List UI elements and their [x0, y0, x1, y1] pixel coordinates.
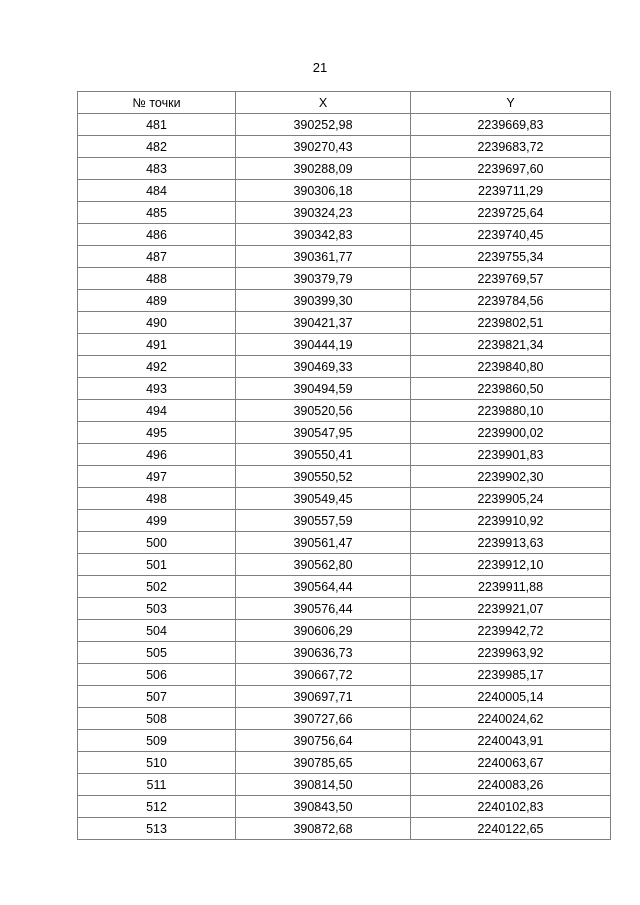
- table-header-row: [78, 92, 611, 114]
- cell-point-number: 497: [78, 466, 236, 488]
- cell-x: 390306,18: [236, 180, 411, 202]
- table-row: [78, 290, 611, 312]
- cell-point-number: 484: [78, 180, 236, 202]
- header-point-number: № точки: [78, 92, 236, 114]
- table-row: [78, 510, 611, 532]
- cell-point-number: 485: [78, 202, 236, 224]
- cell-x: 390606,29: [236, 620, 411, 642]
- cell-x: 390494,59: [236, 378, 411, 400]
- cell-y: 2239683,72: [411, 136, 611, 158]
- cell-point-number: 482: [78, 136, 236, 158]
- cell-y: 2239840,80: [411, 356, 611, 378]
- table-body: [78, 114, 611, 840]
- table-row: [78, 202, 611, 224]
- table-row: [78, 818, 611, 840]
- cell-point-number: 492: [78, 356, 236, 378]
- cell-point-number: 507: [78, 686, 236, 708]
- table-row: [78, 378, 611, 400]
- cell-y: 2239910,92: [411, 510, 611, 532]
- cell-y: 2239905,24: [411, 488, 611, 510]
- table-row: [78, 664, 611, 686]
- cell-y: 2240102,83: [411, 796, 611, 818]
- cell-y: 2240083,26: [411, 774, 611, 796]
- cell-point-number: 493: [78, 378, 236, 400]
- cell-point-number: 504: [78, 620, 236, 642]
- cell-y: 2239913,63: [411, 532, 611, 554]
- header-y: Y: [411, 92, 611, 114]
- table-row: [78, 114, 611, 136]
- cell-point-number: 486: [78, 224, 236, 246]
- cell-x: 390785,65: [236, 752, 411, 774]
- cell-x: 390756,64: [236, 730, 411, 752]
- cell-x: 390576,44: [236, 598, 411, 620]
- cell-x: 390288,09: [236, 158, 411, 180]
- table-row: [78, 466, 611, 488]
- table-row: [78, 730, 611, 752]
- table-row: [78, 576, 611, 598]
- cell-point-number: 496: [78, 444, 236, 466]
- table-row: [78, 444, 611, 466]
- cell-x: 390872,68: [236, 818, 411, 840]
- cell-point-number: 500: [78, 532, 236, 554]
- cell-y: 2239985,17: [411, 664, 611, 686]
- table-row: [78, 620, 611, 642]
- cell-point-number: 489: [78, 290, 236, 312]
- cell-point-number: 512: [78, 796, 236, 818]
- cell-point-number: 499: [78, 510, 236, 532]
- cell-x: 390270,43: [236, 136, 411, 158]
- cell-y: 2239697,60: [411, 158, 611, 180]
- table-row: [78, 136, 611, 158]
- table-row: [78, 796, 611, 818]
- cell-x: 390564,44: [236, 576, 411, 598]
- cell-y: 2239802,51: [411, 312, 611, 334]
- table-row: [78, 246, 611, 268]
- cell-x: 390342,83: [236, 224, 411, 246]
- cell-y: 2239725,64: [411, 202, 611, 224]
- cell-x: 390697,71: [236, 686, 411, 708]
- cell-y: 2239755,34: [411, 246, 611, 268]
- table-header: [78, 92, 611, 114]
- cell-x: 390444,19: [236, 334, 411, 356]
- table-row: [78, 268, 611, 290]
- table-row: [78, 488, 611, 510]
- cell-x: 390421,37: [236, 312, 411, 334]
- cell-y: 2240043,91: [411, 730, 611, 752]
- cell-point-number: 502: [78, 576, 236, 598]
- cell-x: 390549,45: [236, 488, 411, 510]
- cell-point-number: 494: [78, 400, 236, 422]
- cell-point-number: 481: [78, 114, 236, 136]
- cell-x: 390361,77: [236, 246, 411, 268]
- cell-x: 390379,79: [236, 268, 411, 290]
- table-row: [78, 642, 611, 664]
- cell-y: 2239669,83: [411, 114, 611, 136]
- cell-y: 2239740,45: [411, 224, 611, 246]
- cell-point-number: 510: [78, 752, 236, 774]
- cell-point-number: 490: [78, 312, 236, 334]
- table-row: [78, 422, 611, 444]
- cell-y: 2239921,07: [411, 598, 611, 620]
- cell-x: 390520,56: [236, 400, 411, 422]
- table-row: [78, 752, 611, 774]
- cell-point-number: 488: [78, 268, 236, 290]
- cell-x: 390324,23: [236, 202, 411, 224]
- table-row: [78, 774, 611, 796]
- cell-x: 390469,33: [236, 356, 411, 378]
- cell-x: 390557,59: [236, 510, 411, 532]
- table-row: [78, 400, 611, 422]
- cell-y: 2239900,02: [411, 422, 611, 444]
- cell-point-number: 513: [78, 818, 236, 840]
- cell-y: 2239784,56: [411, 290, 611, 312]
- cell-y: 2239902,30: [411, 466, 611, 488]
- cell-x: 390399,30: [236, 290, 411, 312]
- cell-point-number: 487: [78, 246, 236, 268]
- cell-y: 2239769,57: [411, 268, 611, 290]
- coordinates-table: [77, 91, 611, 840]
- cell-x: 390636,73: [236, 642, 411, 664]
- table-row: [78, 554, 611, 576]
- table-row: [78, 598, 611, 620]
- cell-y: 2239821,34: [411, 334, 611, 356]
- cell-y: 2240122,65: [411, 818, 611, 840]
- cell-y: 2239860,50: [411, 378, 611, 400]
- cell-point-number: 491: [78, 334, 236, 356]
- table-row: [78, 708, 611, 730]
- cell-point-number: 483: [78, 158, 236, 180]
- page-number: 21: [312, 60, 328, 75]
- cell-point-number: 505: [78, 642, 236, 664]
- cell-x: 390814,50: [236, 774, 411, 796]
- cell-x: 390843,50: [236, 796, 411, 818]
- cell-x: 390562,80: [236, 554, 411, 576]
- cell-y: 2239912,10: [411, 554, 611, 576]
- cell-y: 2239942,72: [411, 620, 611, 642]
- cell-y: 2239711,29: [411, 180, 611, 202]
- table-row: [78, 356, 611, 378]
- table-row: [78, 532, 611, 554]
- cell-x: 390550,52: [236, 466, 411, 488]
- table-row: [78, 312, 611, 334]
- cell-y: 2239901,83: [411, 444, 611, 466]
- cell-point-number: 501: [78, 554, 236, 576]
- table-row: [78, 158, 611, 180]
- cell-x: 390727,66: [236, 708, 411, 730]
- cell-point-number: 511: [78, 774, 236, 796]
- cell-point-number: 503: [78, 598, 236, 620]
- table-row: [78, 686, 611, 708]
- cell-x: 390561,47: [236, 532, 411, 554]
- cell-point-number: 506: [78, 664, 236, 686]
- header-x: X: [236, 92, 411, 114]
- cell-x: 390547,95: [236, 422, 411, 444]
- cell-y: 2240005,14: [411, 686, 611, 708]
- cell-y: 2239880,10: [411, 400, 611, 422]
- table-row: [78, 334, 611, 356]
- cell-x: 390252,98: [236, 114, 411, 136]
- cell-point-number: 508: [78, 708, 236, 730]
- cell-x: 390667,72: [236, 664, 411, 686]
- cell-y: 2239963,92: [411, 642, 611, 664]
- cell-x: 390550,41: [236, 444, 411, 466]
- cell-point-number: 498: [78, 488, 236, 510]
- cell-y: 2240063,67: [411, 752, 611, 774]
- cell-y: 2240024,62: [411, 708, 611, 730]
- cell-point-number: 495: [78, 422, 236, 444]
- table-row: [78, 180, 611, 202]
- cell-point-number: 509: [78, 730, 236, 752]
- table-row: [78, 224, 611, 246]
- cell-y: 2239911,88: [411, 576, 611, 598]
